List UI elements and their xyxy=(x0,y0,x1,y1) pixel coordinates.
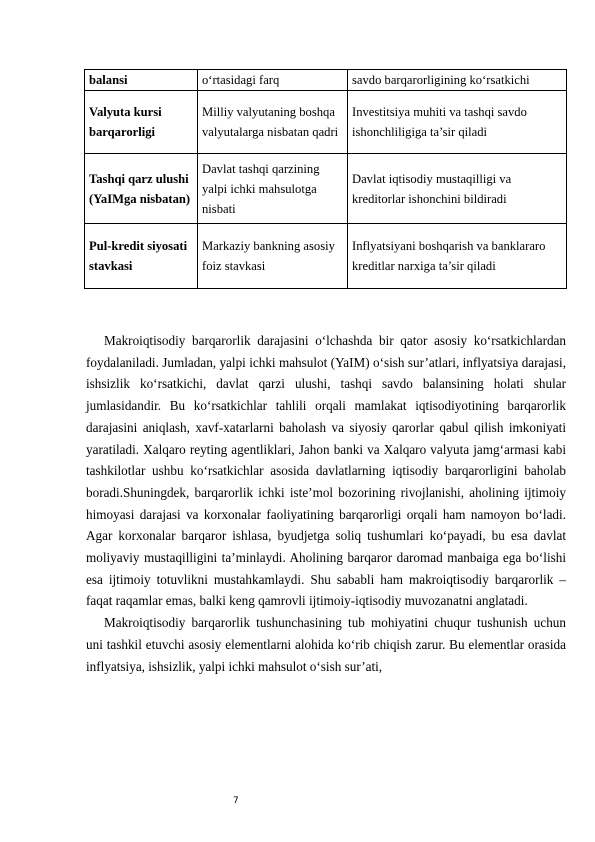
effect-cell: savdo barqarorligining ko‘rsatkichi xyxy=(348,70,567,91)
table-row xyxy=(85,91,567,154)
effect-cell: Inflyatsiyani boshqarish va banklararo kreditlar narxiga ta’sir qiladi xyxy=(348,224,567,289)
paragraph: Makroiqtisodiy barqarorlik darajasini o‘lchashda bir qator asosiy ko‘rsatkichlardan foydalaniladi. Jumladan, yalpi ichki mahsulot (YaIM) o‘sish sur’atlari, inflyatsiya darajasi, ishsizlik ko‘rsatkichi, davlat qarzi ulushi, tashqi savdo balansining holati shular jumlasidandir. Bu ko‘rsatkichlar tahlili orqali mamlakat iqtisodiyotining barqarorlik darajasini aniqlash, xavf-xatarlarni baholash va siyosiy qarorlar qabul qilish imkoniyati yaratiladi. Xalqaro reyting agentliklari, Jahon banki va Xalqaro valyuta jamg‘armasi kabi tashkilotlar ushbu ko‘rsatkichlar asosida davlatlarning iqtisodiy barqarorligini baholab boradi.Shuningdek, barqarorlik ichki iste’mol bozorining rivojlanishi, aholining ijtimoiy himoyasi darajasi va korxonalar faoliyatining barqarorligi orqali ham namoyon bo‘ladi. Agar korxonalar barqaror ishlasa, byudjetga soliq tushumlari ko‘payadi, bu esa davlat moliyaviy mustaqilligini ta’minlaydi. Aholining barqaror daromad manbaiga ega bo‘lishi esa ijtimoiy totuvlikni mustahkamlaydi. Shu sababli ham makroiqtisodiy barqarorlik – faqat raqamlar emas, balki keng qamrovli ijtimoiy-iqtisodiy muvozanatni anglatadi. xyxy=(86,333,566,609)
measure-cell: o‘rtasidagi farq xyxy=(198,70,348,91)
indicator-cell: balansi xyxy=(85,70,198,91)
indicator-cell: Tashqi qarz ulushi (YaIMga nisbatan) xyxy=(85,154,198,224)
table-row xyxy=(85,224,567,289)
measure-cell: Markaziy bankning asosiy foiz stavkasi xyxy=(198,224,348,289)
table-row xyxy=(85,70,567,91)
measure-cell: Davlat tashqi qarzining yalpi ichki mahsulotga nisbati xyxy=(198,154,348,224)
effect-cell: Davlat iqtisodiy mustaqilligi va kreditorlar ishonchini bildiradi xyxy=(348,154,567,224)
indicators-table xyxy=(84,69,567,289)
indicator-cell: Pul-kredit siyosati stavkasi xyxy=(85,224,198,289)
indicator-cell: Valyuta kursi barqarorligi xyxy=(85,91,198,154)
effect-cell: Investitsiya muhiti va tashqi savdo ishonchliligiga ta’sir qiladi xyxy=(348,91,567,154)
body-text xyxy=(86,330,566,677)
paragraph: Makroiqtisodiy barqarorlik tushunchasining tub mohiyatini chuqur tushunish uchun uni tashkil etuvchi asosiy elementlarni alohida ko‘rib chiqish zarur. Bu elementlar orasida inflyatsiya, ishsizlik, yalpi ichki mahsulot o‘sish sur’ati, xyxy=(86,615,566,674)
table-row xyxy=(85,154,567,224)
page-number: 7 xyxy=(233,796,239,806)
measure-cell: Milliy valyutaning boshqa valyutalarga nisbatan qadri xyxy=(198,91,348,154)
